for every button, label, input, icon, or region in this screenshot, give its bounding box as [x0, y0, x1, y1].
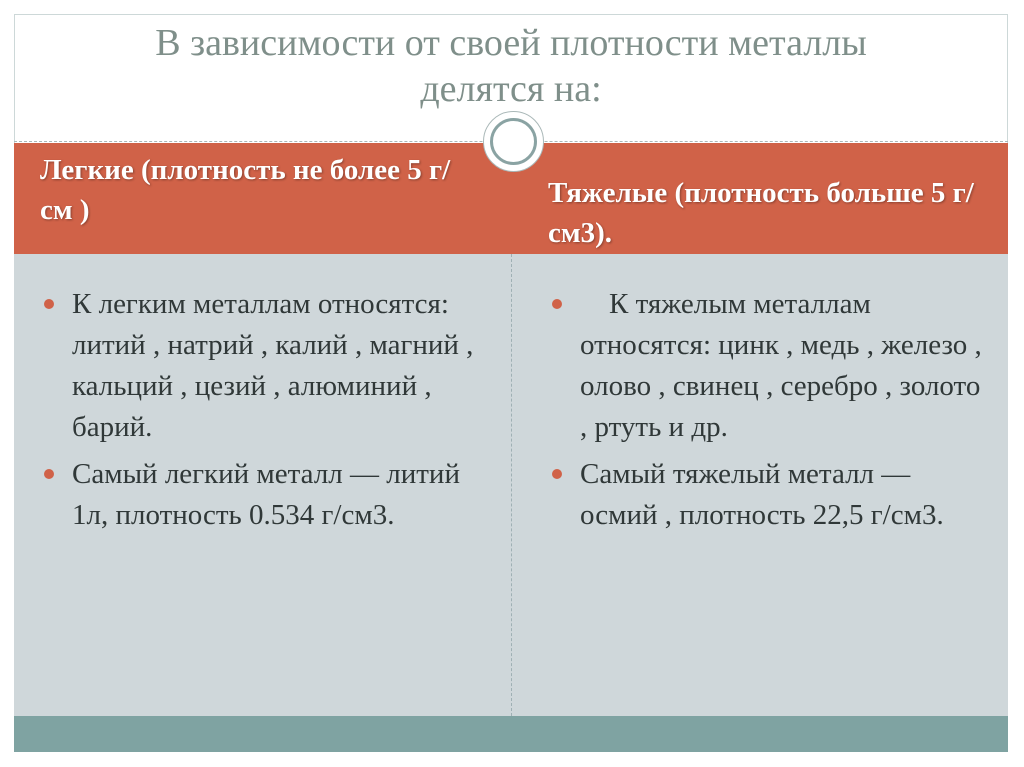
left-column-header: Легкие (плотность не более 5 г/см )	[40, 154, 451, 226]
left-bullet-2-text: Самый легкий металл — литий 1л, плотность 0.534 г/см3.	[72, 458, 460, 531]
decorative-ring-icon	[490, 118, 537, 165]
bullet-dot-icon	[552, 469, 562, 479]
right-column	[548, 284, 988, 542]
right-bullet-2-text: Самый тяжелый металл — осмий , плотность 22,5 г/см3.	[580, 458, 944, 531]
title-line-2: делятся на:	[420, 68, 602, 110]
bullet-dot-icon	[44, 469, 54, 479]
list-item	[40, 454, 480, 536]
list-item	[40, 284, 480, 448]
list-item	[548, 284, 988, 448]
right-bullet-1-text: К тяжелым металлам относятся: цинк , медь , железо , олово , свинец , серебро , золото , ртуть и др.	[580, 288, 990, 443]
column-divider	[511, 254, 512, 716]
slide-title	[14, 20, 1008, 112]
left-column	[40, 284, 480, 542]
bullet-dot-icon	[44, 299, 54, 309]
bullet-dot-icon	[552, 299, 562, 309]
left-bullet-1-text: К легким металлам относятся: литий , натрий , калий , магний , кальций , цезий , алюминий , барий.	[72, 288, 474, 443]
title-line-1: В зависимости от своей плотности металлы	[155, 22, 867, 64]
list-item	[548, 454, 988, 536]
footer-band	[14, 716, 1008, 752]
right-column-header: Тяжелые (плотность больше 5 г/см3).	[548, 177, 974, 249]
